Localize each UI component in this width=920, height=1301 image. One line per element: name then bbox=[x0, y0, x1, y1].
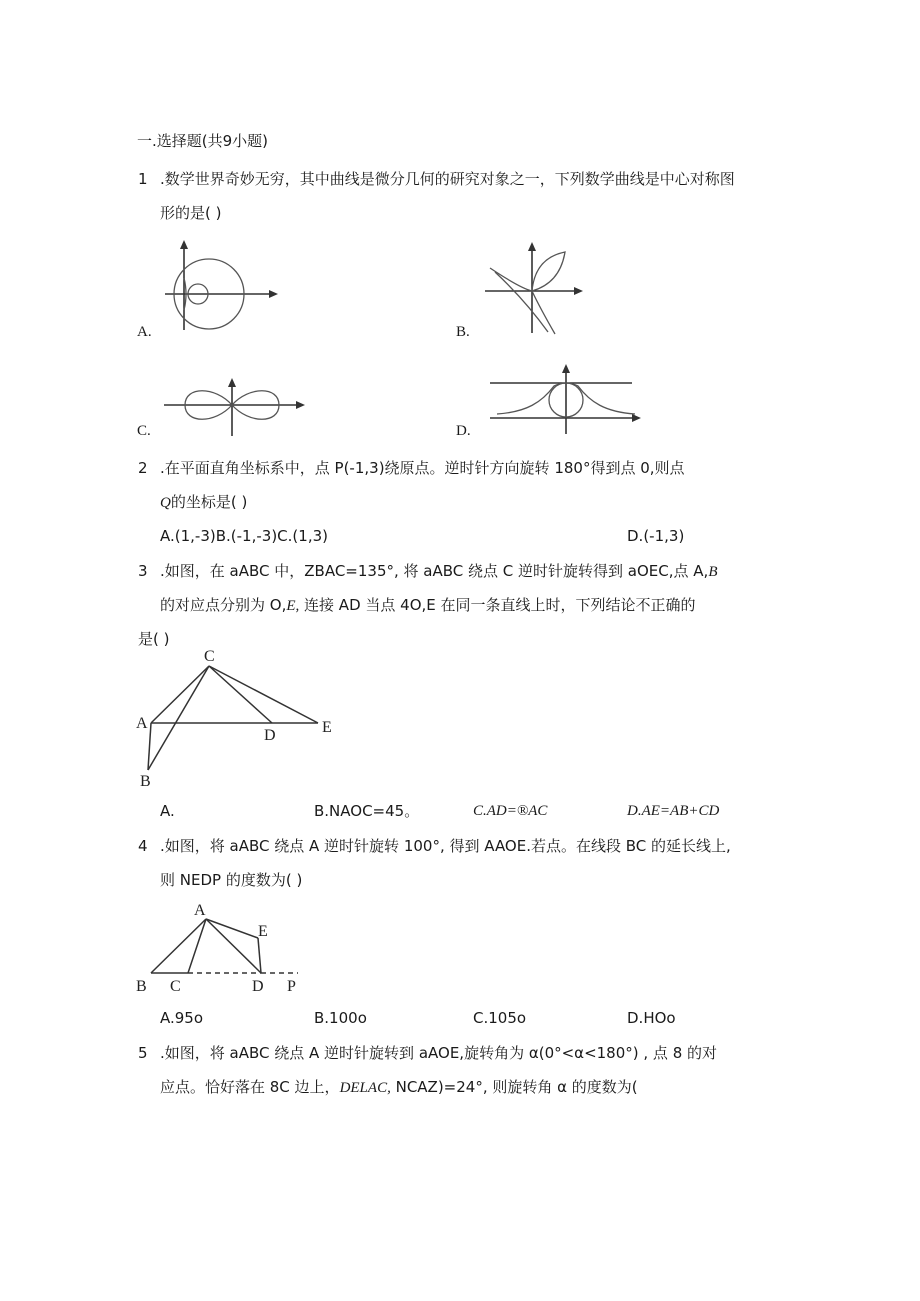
q5-stem-line2 bbox=[160, 1077, 638, 1098]
q3-option-a[interactable]: A. bbox=[160, 802, 175, 820]
q1-option-d-label[interactable]: D. bbox=[456, 423, 471, 439]
section-title: 一.选择题(共9小题) bbox=[137, 132, 269, 150]
q2-stem-line2 bbox=[160, 492, 247, 513]
q2-stem-line2-rest: 的坐标是( ) bbox=[170, 493, 248, 511]
q4-option-b[interactable]: B.100o bbox=[314, 1009, 367, 1027]
q4-figure bbox=[130, 900, 305, 995]
q3-label-e: E bbox=[322, 719, 332, 736]
q1-figure-c bbox=[160, 374, 310, 439]
q4-label-c: C bbox=[170, 978, 181, 995]
q4-label-a: A bbox=[194, 902, 206, 919]
q3-stem-line3: 是( ) bbox=[138, 630, 170, 648]
q2-number: 2 bbox=[138, 459, 148, 477]
q3-stem-line1-text: .如图，在 aABC 中，ZBAC=135°, 将 aABC 绕点 C 逆时针旋转得到 aOEC,点 A, bbox=[160, 562, 709, 580]
q5-stem-line1: .如图，将 aABC 绕点 A 逆时针旋转到 aAOE,旋转角为 α(0°<α<180°) , 点 8 的对 bbox=[160, 1044, 718, 1062]
q2-option-d[interactable]: D.(-1,3) bbox=[627, 527, 685, 545]
q5-number: 5 bbox=[138, 1044, 148, 1062]
q1-figure-b bbox=[480, 238, 590, 338]
q3-stem-line1 bbox=[160, 561, 718, 582]
q4-number: 4 bbox=[138, 837, 148, 855]
q4-option-c[interactable]: C.105o bbox=[473, 1009, 527, 1027]
q4-option-d[interactable]: D.HOo bbox=[627, 1009, 676, 1027]
q3-option-b[interactable]: B.NAOC=45。 bbox=[314, 802, 420, 820]
q1-stem-line2: 形的是( ) bbox=[160, 204, 222, 222]
q3-stem-line2 bbox=[160, 595, 696, 616]
q5-stem-line2-b: NCAZ)=24°, 则旋转角 α 的度数为( bbox=[390, 1078, 638, 1096]
q4-label-d: D bbox=[252, 978, 264, 995]
q3-label-c: C bbox=[204, 648, 215, 665]
q4-stem-line1: .如图，将 aABC 绕点 A 逆时针旋转 100°, 得到 AAOE.若点。在线段 BC 的延长线上, bbox=[160, 837, 731, 855]
q1-figure-a bbox=[160, 238, 285, 333]
q3-figure bbox=[134, 645, 344, 790]
q3-stem-line1-b: B bbox=[708, 564, 718, 580]
q3-label-b: B bbox=[140, 773, 151, 790]
q4-label-p: P bbox=[287, 978, 296, 995]
q1-figure-d bbox=[482, 362, 647, 437]
q1-number: 1 bbox=[138, 170, 148, 188]
q3-stem-line2-e: E, bbox=[286, 598, 300, 614]
q4-label-b: B bbox=[136, 978, 147, 995]
q4-stem-line2: 则 NEDP 的度数为( ) bbox=[160, 871, 303, 889]
q1-stem-line1: .数学世界奇妙无穷，其中曲线是微分几何的研究对象之一，下列数学曲线是中心对称图 bbox=[160, 170, 735, 188]
q3-option-d[interactable]: D.AE=AB+CD bbox=[627, 803, 720, 819]
q4-label-e: E bbox=[258, 923, 268, 940]
q3-label-a: A bbox=[136, 715, 148, 732]
q3-number: 3 bbox=[138, 562, 148, 580]
q1-option-b-label[interactable]: B. bbox=[456, 324, 470, 340]
q5-stem-line2-it: DELAC, bbox=[339, 1080, 391, 1096]
q4-option-a[interactable]: A.95o bbox=[160, 1009, 204, 1027]
q3-stem-line2-b: 连接 AD 当点 4O,E 在同一条直线上时，下列结论不正确的 bbox=[299, 596, 696, 614]
q1-option-a-label[interactable]: A. bbox=[137, 324, 152, 340]
q3-option-c[interactable]: C.AD=®AC bbox=[473, 803, 548, 819]
q3-label-d: D bbox=[264, 727, 276, 744]
q5-stem-line2-a: 应点。恰好落在 8C 边上， bbox=[160, 1078, 340, 1096]
q2-options-abc[interactable]: A.(1,-3)B.(-1,-3)C.(1,3) bbox=[160, 527, 328, 545]
q1-option-c-label[interactable]: C. bbox=[137, 423, 151, 439]
q2-stem-line1: .在平面直角坐标系中，点 P(-1,3)绕原点。逆时针方向旋转 180°得到点 0,则点 bbox=[160, 459, 685, 477]
q3-stem-line2-a: 的对应点分别为 O, bbox=[160, 596, 287, 614]
q2-point-q: Q bbox=[160, 495, 171, 511]
